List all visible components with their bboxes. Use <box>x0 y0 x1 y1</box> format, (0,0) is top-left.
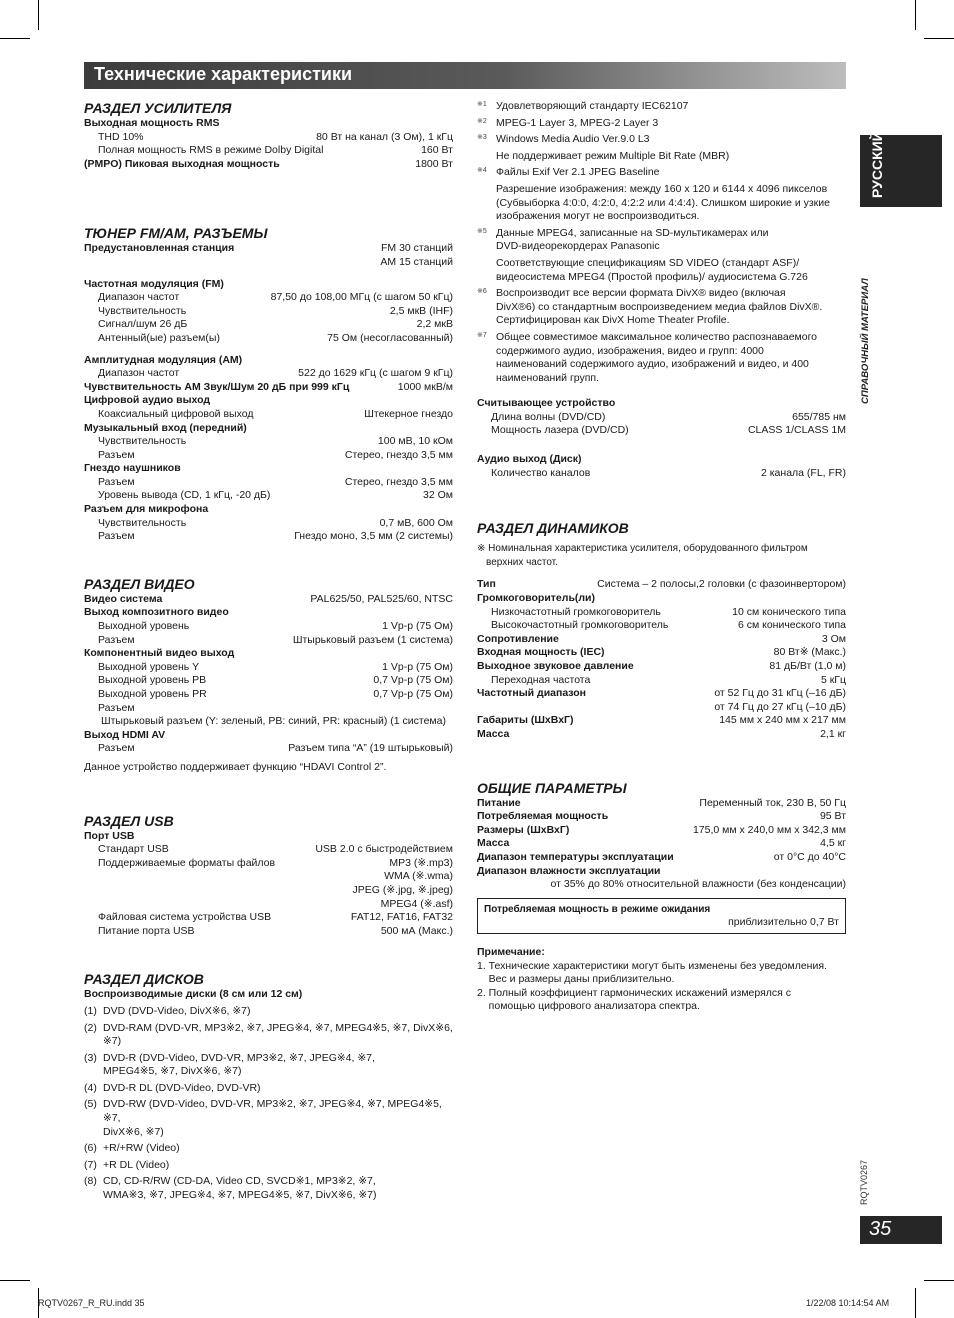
spec-label: Стандарт USB <box>98 843 169 856</box>
spec-label: Предустановленная станция <box>84 242 235 255</box>
spec-label: Разъем <box>98 701 135 714</box>
footnote-mark: ※7 <box>477 331 487 339</box>
list-number: (7) <box>84 1158 97 1171</box>
spec-row <box>84 242 453 256</box>
spec-heading: Разъем для микрофона <box>84 503 209 516</box>
speaker-note: верхних частот. <box>486 556 558 568</box>
spec-row <box>477 797 846 811</box>
spec-row <box>477 411 846 425</box>
spec-label: Выходной уровень PR <box>98 688 207 700</box>
spec-label: Уровень вывода (CD, 1 кГц, -20 дБ) <box>98 489 271 502</box>
spec-value: 0,7 Vp-p (75 Ом) <box>373 688 453 700</box>
note-heading: Примечание: <box>477 945 545 958</box>
spec-label: Высокочастотный громкоговоритель <box>491 619 669 632</box>
spec-value: от 35% до 80% относительной влажности (без конденсации) <box>550 878 846 891</box>
spec-heading: Выход композитного видео <box>84 606 229 619</box>
spec-value: Штырьковый разъем (1 система) <box>292 633 453 646</box>
spec-label: (PMPO) Пиковая выходная мощность <box>84 157 280 170</box>
spec-row <box>477 851 846 865</box>
spec-row <box>477 728 846 742</box>
spec-row <box>477 687 846 701</box>
crop-mark <box>0 1280 30 1281</box>
page-title: Технические характеристики <box>94 64 353 84</box>
spec-value: FAT12, FAT16, FAT32 <box>350 911 453 924</box>
spec-row <box>84 158 453 172</box>
spec-row <box>84 634 453 648</box>
list-item <box>84 1082 453 1096</box>
spec-label: Сопротивление <box>477 632 559 645</box>
list-text: DVD (DVD-Video, DivX※6, ※7) <box>103 1004 251 1017</box>
list-text: DVD-R DL (DVD-Video, DVD-VR) <box>103 1081 261 1094</box>
footnote <box>477 100 846 114</box>
spec-heading: Диапазон влажности эксплуатации <box>477 864 661 877</box>
spec-heading: Порт USB <box>84 829 135 842</box>
note-line: 2. Полный коэффициент гармонических искажений измерялся с <box>477 986 792 999</box>
list-number: (1) <box>84 1004 97 1017</box>
spec-row <box>477 837 846 851</box>
spec-value: 2,1 кг <box>820 727 846 740</box>
footnote-text: Общее совместимое максимальное количество распознаваемого <box>496 330 818 343</box>
spec-value: JPEG (※.jpg, ※.jpeg) <box>352 883 453 896</box>
spec-row <box>84 898 453 912</box>
spec-label: Разъем <box>98 475 135 488</box>
spec-label: Диапазон частот <box>98 367 180 380</box>
spec-value: 0,7 Vp-p (75 Ом) <box>373 674 453 687</box>
spec-heading: Музыкальный вход (передний) <box>84 421 247 434</box>
list-number: (3) <box>84 1051 97 1064</box>
list-item <box>84 1126 453 1140</box>
spec-value: 1800 Вт <box>415 157 453 170</box>
list-text: MPEG4※5, ※7, DivX※6, ※7) <box>103 1065 242 1078</box>
footnote-text: Не поддерживает режим Multiple Bit Rate (MBR) <box>496 149 730 162</box>
spec-label: Выходной уровень Y <box>98 660 200 673</box>
list-number: (2) <box>84 1021 97 1034</box>
spec-value: 100 мВ, 10 кОм <box>377 435 453 448</box>
list-number <box>84 1189 103 1203</box>
footnote-mark: ※6 <box>477 288 487 296</box>
spec-value: от 74 Гц до 27 кГц (–10 дБ) <box>714 700 846 713</box>
spec-row <box>84 435 453 449</box>
reference-label: СПРАВОЧНЫЙ МАТЕРИАЛ <box>860 278 871 404</box>
spec-value: 2 канала (FL, FR) <box>760 466 846 479</box>
spec-heading: Частотная модуляция (FM) <box>84 277 224 290</box>
list-text: DVD-R (DVD-Video, DVD-VR, MP3※2, ※7, JPEG※4, ※7, <box>103 1051 375 1064</box>
spec-row <box>84 144 453 158</box>
general-section-title: ОБЩИЕ ПАРАМЕТРЫ <box>477 779 627 796</box>
spec-row <box>84 674 453 688</box>
footnote <box>477 117 846 131</box>
spec-label: Выходное звуковое давление <box>477 660 634 672</box>
spec-label: Потребляемая мощность <box>477 810 609 823</box>
document-code: RQTV0267 <box>859 1159 869 1205</box>
footnote-mark: ※3 <box>477 134 487 142</box>
spec-label: Тип <box>477 578 496 591</box>
spec-value: FM 30 станций <box>381 242 453 255</box>
spec-label: THD 10% <box>98 130 144 143</box>
spec-value: 175,0 мм x 240,0 мм x 342,3 мм <box>692 823 846 836</box>
spec-row <box>84 843 453 857</box>
spec-label: Диапазон частот <box>98 291 180 304</box>
crop-mark <box>924 38 954 39</box>
spec-value: 32 Ом <box>423 489 453 502</box>
list-item <box>84 1189 453 1203</box>
spec-row <box>84 381 453 395</box>
spec-row <box>84 305 453 319</box>
spec-value: Гнездо моно, 3,5 мм (2 системы) <box>294 530 453 543</box>
spec-row <box>84 925 453 939</box>
footnote-text: Файлы Exif Ver 2.1 JPEG Baseline <box>496 166 660 179</box>
spec-row <box>84 593 453 607</box>
spec-value: от 0°C до 40°C <box>773 850 846 863</box>
spec-label: Чувствительность <box>98 435 187 448</box>
speaker-note: ※ Номинальная характеристика усилителя, оборудованного фильтром <box>477 543 808 555</box>
spec-label: Мощность лазера (DVD/CD) <box>491 424 629 437</box>
footnote-text: Данные MPEG4, записанные на SD-мультикамерах или <box>496 226 769 239</box>
list-number: (6) <box>84 1142 97 1155</box>
footnote-text: наименований групп. <box>496 371 600 384</box>
spec-row <box>84 517 453 531</box>
footnote-text: видеосистема MPEG4 (Простой профиль)/ аудиосистема G.726 <box>496 270 808 283</box>
spec-label: Антенный(ые) разъем(ы) <box>98 331 220 344</box>
crop-mark <box>38 0 39 30</box>
footer-date: 1/22/08 10:14:54 AM <box>806 1298 890 1308</box>
spec-heading: Цифровой аудио выход <box>84 394 211 407</box>
spec-value: 4,5 кг <box>820 837 846 850</box>
spec-label: Входная мощность (IEC) <box>477 646 605 659</box>
spec-label: Частотный диапазон <box>477 687 587 700</box>
list-text: +R/+RW (Video) <box>103 1142 180 1155</box>
spec-value: 522 до 1629 кГц (с шагом 9 кГц) <box>298 367 453 380</box>
crop-mark <box>915 1288 916 1318</box>
spec-row <box>84 332 453 346</box>
crop-mark <box>915 0 916 30</box>
spec-label: Чувствительность AM Звук/Шум 20 дБ при 999 кГц <box>84 380 350 393</box>
spec-label: Полная мощность RMS в режиме Dolby Digital <box>98 144 324 157</box>
spec-row <box>84 131 453 145</box>
spec-row <box>477 660 846 674</box>
note-line: помощью цифрового анализатора спектра. <box>477 1000 700 1013</box>
footnote-text: MPEG-1 Layer 3, MPEG-2 Layer 3 <box>496 116 659 129</box>
spec-row <box>84 449 453 463</box>
note-line: 1. Технические характеристики могут быть изменены без уведомления. <box>477 959 827 972</box>
spec-heading: Воспроизводимые диски (8 см или 12 см) <box>84 988 303 1001</box>
spec-row <box>477 646 846 660</box>
list-item <box>84 1159 453 1173</box>
spec-row <box>477 674 846 688</box>
tuner-section-title: ТЮНЕР FM/AM, РАЗЪЕМЫ <box>84 225 268 242</box>
spec-value: 5 кГц <box>820 673 846 686</box>
list-number <box>84 1065 103 1079</box>
spec-label: Поддерживаемые форматы файлов <box>98 856 276 869</box>
spec-label: Масса <box>477 837 510 850</box>
spec-value: 6 см конического типа <box>737 619 846 632</box>
footnote-text: (Субвыборка 4:0:0, 4:2:0, 4:2:2 или 4:4:4). Слишком широкие и узкие <box>496 196 830 209</box>
spec-row <box>477 606 846 620</box>
footnote-mark: ※2 <box>477 117 487 125</box>
spec-value: 655/785 нм <box>792 410 846 423</box>
spec-value: Стерео, гнездо 3,5 мм <box>344 448 453 461</box>
spec-heading: Компонентный видео выход <box>84 647 235 660</box>
spec-label: Разъем <box>98 448 135 461</box>
spec-row <box>84 408 453 422</box>
spec-heading: Амплитудная модуляция (AM) <box>84 353 243 366</box>
list-text: DVD-RW (DVD-Video, DVD-VR, MP3※2, ※7, JPEG※4, ※7, MPEG4※5, ※7, <box>103 1098 442 1125</box>
crop-mark <box>0 38 30 39</box>
list-item <box>84 1065 453 1079</box>
spec-heading: Выходная мощность RMS <box>84 117 220 129</box>
spec-value: PAL625/50, PAL525/60, NTSC <box>310 592 453 605</box>
spec-label: Разъем <box>98 742 135 755</box>
spec-value: Стерео, гнездо 3,5 мм <box>344 475 453 488</box>
spec-label: Длина волны (DVD/CD) <box>491 410 606 423</box>
spec-label: Чувствительность <box>98 304 187 317</box>
footnote <box>477 166 846 223</box>
spec-value: 95 Вт <box>819 810 846 823</box>
spec-label: Видео система <box>84 592 163 605</box>
spec-row <box>84 911 453 925</box>
spec-value: Переменный ток, 230 В, 50 Гц <box>699 796 846 809</box>
spec-value: 1 Vp-p (75 Ом) <box>382 660 453 673</box>
spec-label: Разъем <box>98 530 135 543</box>
footnote-mark: ※5 <box>477 227 487 235</box>
spec-value: Штырьковый разъем (Y: зеленый, PB: синий, PR: красный) (1 система) <box>101 715 446 728</box>
spec-row <box>84 291 453 305</box>
spec-value: 2,5 мкВ (IHF) <box>389 304 453 317</box>
footnote-text: изображения могут не воспроизводиться. <box>496 210 700 223</box>
page-number-box <box>860 1216 942 1244</box>
spec-row <box>477 714 846 728</box>
spec-row <box>84 870 453 884</box>
right-column <box>477 100 846 1014</box>
spec-value: от 52 Гц до 31 кГц (–16 дБ) <box>714 687 846 700</box>
list-text: CD, CD-R/RW (CD-DA, Video CD, SVCD※1, MP3※2, ※7, <box>103 1175 376 1188</box>
list-item <box>84 1175 453 1189</box>
list-item <box>84 1098 453 1125</box>
footnote-text: Сертифицирован как DivX Home Theater Profile. <box>496 314 730 327</box>
footnote <box>477 331 846 385</box>
spec-row <box>84 620 453 634</box>
spec-value: CLASS 1/CLASS 1M <box>747 424 846 437</box>
spec-row <box>477 578 846 592</box>
note-line: Вес и размеры даны приблизительно. <box>477 973 675 986</box>
spec-value: USB 2.0 с быстродействием <box>315 843 453 856</box>
footnote-text: Воспроизводит все версии формата DivX® видео (включая <box>496 287 786 300</box>
discs-section-title: РАЗДЕЛ ДИСКОВ <box>84 971 204 988</box>
list-number <box>84 1126 103 1140</box>
list-number: (8) <box>84 1175 97 1188</box>
standby-label: Потребляемая мощность в режиме ожидания <box>484 903 711 915</box>
spec-value: 145 мм x 240 мм x 217 мм <box>719 714 846 727</box>
footer-file: RQTV0267_R_RU.indd 35 <box>38 1298 145 1308</box>
spec-label: Переходная частота <box>491 673 591 686</box>
spec-value: 80 Вт※ (Макс.) <box>773 646 846 659</box>
spec-value: Разъем типа “A” (19 штырьковый) <box>288 742 453 755</box>
spec-label: Габариты (ШхВхГ) <box>477 714 574 727</box>
footnote-text: DivX®6) со стандартным воспроизведением медиа файлов DivX®. <box>496 300 823 313</box>
footnote <box>477 287 846 328</box>
spec-label: Сигнал/шум 26 дБ <box>98 318 188 331</box>
spec-value: 2,2 мкВ <box>416 318 453 331</box>
crop-mark <box>924 1280 954 1281</box>
spec-row <box>84 476 453 490</box>
spec-value: 81 дБ/Вт (1,0 м) <box>769 660 846 672</box>
list-item <box>84 1022 453 1049</box>
language-label: РУССКИЙ ЯЗЫК <box>869 86 885 198</box>
spec-row <box>477 467 846 481</box>
footnote <box>477 227 846 284</box>
footnote-text: наименований содержимого аудио, изображений и видео, и 400 <box>496 358 809 371</box>
spec-value: 10 см конического типа <box>732 605 846 618</box>
spec-label: Диапазон температуры эксплуатации <box>477 850 674 863</box>
list-text: DivX※6, ※7) <box>103 1125 164 1138</box>
spec-row <box>477 619 846 633</box>
standby-box <box>477 898 846 934</box>
list-item <box>84 1142 453 1156</box>
spec-value: 80 Вт на канал (3 Ом), 1 кГц <box>316 130 453 143</box>
spec-row <box>477 701 846 715</box>
spec-value: 500 мА (Макс.) <box>380 924 453 937</box>
spec-row <box>477 810 846 824</box>
spec-label: Питание порта USB <box>98 924 195 937</box>
footnote-text: содержимого аудио, изображения, видео и групп: 4000 <box>496 344 764 357</box>
spec-row <box>477 633 846 647</box>
spec-label: Коаксиальный цифровой выход <box>98 407 254 420</box>
spec-heading: Гнездо наушников <box>84 462 181 475</box>
hdavi-note: Данное устройство поддерживает функцию “HDAVI Control 2”. <box>84 760 387 773</box>
spec-value: MP3 (※.mp3) <box>389 856 453 869</box>
spec-label: Количество каналов <box>491 466 591 479</box>
spec-label: Файловая система устройства USB <box>98 911 272 924</box>
list-text: WMA※3, ※7, JPEG※4, ※7, MPEG4※5, ※7, DivX※6, ※7) <box>103 1189 377 1202</box>
footnote-text: Соответствующие спецификациям SD VIDEO (стандарт ASF)/ <box>496 256 800 269</box>
spec-row <box>84 530 453 544</box>
footnote-text: Разрешение изображения: между 160 x 120 и 6144 x 4096 пикселов <box>496 182 828 195</box>
list-item <box>84 1052 453 1066</box>
left-column <box>84 100 453 1203</box>
spec-label: Низкочастотный громкоговоритель <box>491 605 661 618</box>
footnote-text: Удовлетворяющий стандарту IEC62107 <box>496 100 689 112</box>
spec-row <box>84 318 453 332</box>
spec-label: Масса <box>477 727 510 740</box>
spec-value: 3 Ом <box>821 632 846 645</box>
list-item <box>84 1005 453 1019</box>
spec-row <box>84 688 453 702</box>
list-text: DVD-RAM (DVD-VR, MP3※2, ※7, JPEG※4, ※7, MPEG4※5, ※7, DivX※6, ※7) <box>103 1021 453 1048</box>
spec-row <box>84 367 453 381</box>
spec-label: Питание <box>477 796 521 809</box>
list-number: (5) <box>84 1098 97 1111</box>
spec-value: AM 15 станций <box>380 255 453 268</box>
spec-label: Разъем <box>98 633 135 646</box>
spec-row <box>84 857 453 871</box>
list-number: (4) <box>84 1081 97 1094</box>
spec-value: 87,50 до 108,00 МГц (с шагом 50 кГц) <box>270 291 453 304</box>
footnote-text: Windows Media Audio Ver.9.0 L3 <box>496 133 650 146</box>
spec-value: WMA (※.wma) <box>384 870 453 883</box>
spec-value: 1 Vp-p (75 Ом) <box>382 620 453 633</box>
standby-value: приблизительно 0,7 Вт <box>728 916 839 929</box>
spec-row <box>84 256 453 270</box>
spec-value: MPEG4 (※.asf) <box>380 897 453 910</box>
video-section-title: РАЗДЕЛ ВИДЕО <box>84 575 195 592</box>
footnote-mark: ※4 <box>477 167 487 175</box>
spec-value: 1000 мкВ/м <box>397 380 453 393</box>
spec-label: Чувствительность <box>98 516 187 529</box>
footnote-mark: ※1 <box>477 101 487 108</box>
list-text: +R DL (Video) <box>103 1158 170 1171</box>
amp-section-title: РАЗДЕЛ УСИЛИТЕЛЯ <box>84 100 232 116</box>
spec-row <box>477 824 846 838</box>
spec-label: Выходной уровень PB <box>98 674 207 687</box>
spec-row <box>84 884 453 898</box>
page-number: 35 <box>869 1218 892 1240</box>
spec-label: Выходной уровень <box>98 620 190 633</box>
spec-row <box>477 424 846 438</box>
speakers-section-title: РАЗДЕЛ ДИНАМИКОВ <box>477 520 629 537</box>
spec-label: Размеры (ШхВхГ) <box>477 823 570 836</box>
footnote <box>477 133 846 163</box>
spec-heading: Громкоговоритель(ли) <box>477 592 596 605</box>
usb-section-title: РАЗДЕЛ USB <box>84 812 174 829</box>
spec-row <box>84 661 453 675</box>
spec-heading: Выход HDMI AV <box>84 728 166 741</box>
spec-value: Система – 2 полосы,2 головки (с фазоинвертором) <box>597 578 846 591</box>
spec-value: 0,7 мВ, 600 Ом <box>379 516 453 529</box>
page-title-bar <box>84 62 846 89</box>
spec-row <box>84 489 453 503</box>
footnote-text: DVD-видеорекордерах Panasonic <box>496 240 660 253</box>
spec-heading: Считывающее устройство <box>477 397 616 410</box>
spec-heading: Аудио выход (Диск) <box>477 453 582 466</box>
spec-value: 160 Вт <box>421 144 453 157</box>
spec-row <box>84 742 453 756</box>
spec-value: 75 Ом (несогласованный) <box>327 331 453 344</box>
spec-value: Штекерное гнездо <box>364 407 453 420</box>
